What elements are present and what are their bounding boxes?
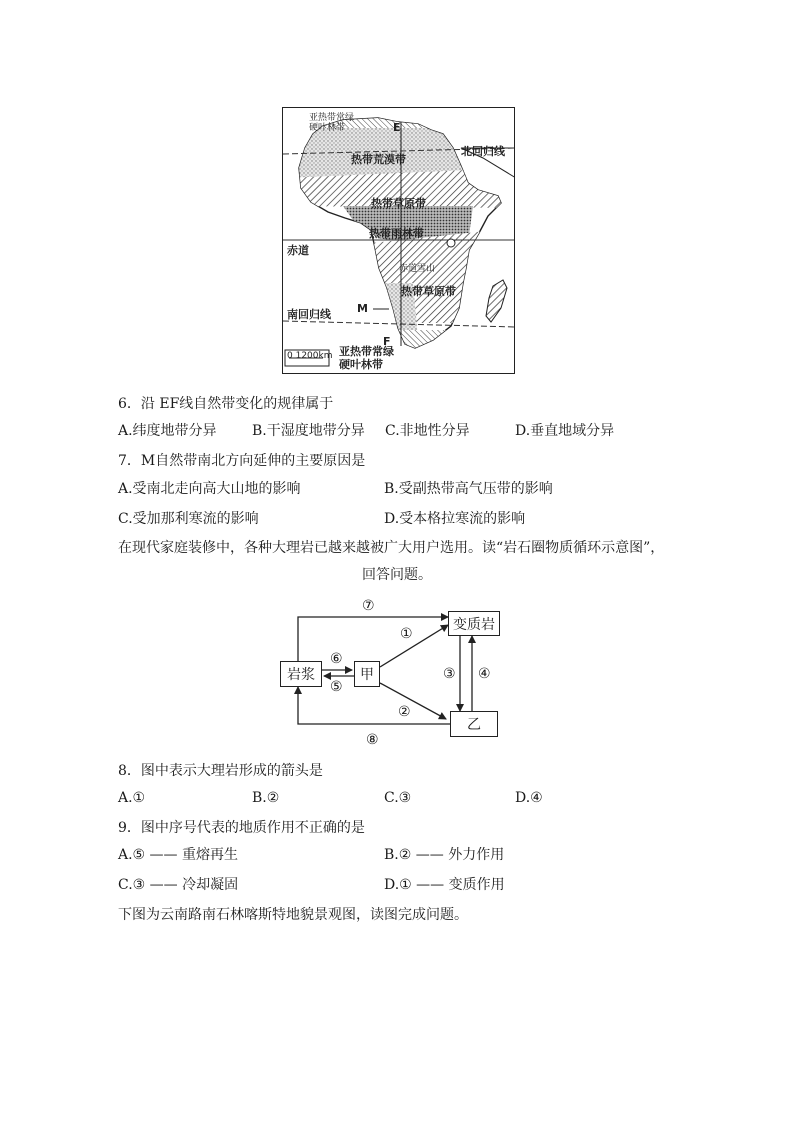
question-8-stem: 8．图中表示大理岩形成的箭头是	[118, 763, 323, 779]
question-8-option-d: D.④	[515, 790, 543, 806]
label-3: ③	[443, 666, 456, 682]
question-7-option-c: C.受加那利寒流的影响	[118, 511, 259, 527]
question-6-option-c: C.非地性分异	[385, 423, 470, 439]
mountain-marker	[447, 239, 455, 247]
map-label-cape-zone-1: 亚热带常绿	[339, 345, 394, 358]
yi-box: 乙	[450, 711, 498, 737]
label-8: ⑧	[366, 732, 379, 748]
arrow-1	[380, 625, 448, 667]
label-6: ⑥	[330, 651, 343, 667]
question-7-option-b: B.受副热带高气压带的影响	[384, 481, 553, 497]
map-label-tropic-of-capricorn: 南回归线	[287, 308, 331, 321]
map-label-savanna-north: 热带草原带	[371, 197, 426, 210]
map-label-point-m: M	[357, 302, 368, 315]
question-9-option-c: C.③ —— 冷却凝固	[118, 877, 239, 893]
question-7-stem: 7．M自然带南北方向延伸的主要原因是	[118, 453, 366, 469]
question-7-option-d: D.受本格拉寒流的影响	[384, 511, 526, 527]
karst-intro-text: 下图为云南路南石林喀斯特地貌景观图，读图完成问题。	[118, 907, 468, 923]
map-label-rainforest: 热带雨林带	[369, 227, 424, 240]
arrow-2	[380, 683, 446, 719]
rock-cycle-intro-line-2: 回答问题。	[362, 567, 432, 583]
metamorphic-rock-box: 变质岩	[448, 611, 500, 636]
map-label-med-zone-1: 亚热带常绿	[309, 113, 355, 123]
label-1: ①	[400, 626, 413, 642]
question-6-option-d: D.垂直地域分异	[515, 423, 615, 439]
jia-box: 甲	[354, 661, 380, 687]
question-6-option-b: B.干湿度地带分异	[252, 423, 365, 439]
madagascar-island	[486, 280, 507, 322]
question-6-stem: 6．沿 EF线自然带变化的规律属于	[118, 396, 334, 412]
map-label-med-zone-2: 硬叶林带	[309, 123, 346, 133]
question-9-option-d: D.① —— 变质作用	[384, 877, 505, 893]
question-7-option-a: A.受南北走向高大山地的影响	[118, 481, 301, 497]
label-7: ⑦	[362, 598, 375, 614]
map-label-cape-zone-2: 硬叶林带	[339, 358, 383, 371]
map-scale-label: 0 1200km	[287, 351, 333, 361]
map-label-point-e: E	[393, 121, 401, 134]
map-label-equator: 赤道	[287, 244, 309, 257]
question-9-option-a: A.⑤ —— 重熔再生	[118, 847, 239, 863]
question-8-option-a: A.①	[118, 790, 146, 806]
map-label-point-f: F	[383, 335, 391, 348]
africa-natural-zone-map	[282, 107, 515, 374]
question-8-option-b: B.②	[252, 790, 280, 806]
map-label-tropic-of-cancer: 北回归线	[461, 145, 505, 158]
map-label-mountain: 赤道雪山	[399, 264, 436, 274]
magma-box: 岩浆	[280, 661, 322, 687]
label-4: ④	[478, 666, 491, 682]
rock-cycle-intro-line-1: 在现代家庭装修中，各种大理岩已越来越被广大用户选用。读“岩石圈物质循环示意图”，	[118, 540, 665, 556]
question-8-option-c: C.③	[384, 790, 412, 806]
arrow-8	[298, 687, 450, 724]
question-9-option-b: B.② —— 外力作用	[384, 847, 505, 863]
question-9-stem: 9．图中序号代表的地质作用不正确的是	[118, 820, 365, 836]
rock-cycle-diagram	[270, 595, 540, 750]
question-6-option-a: A.纬度地带分异	[118, 423, 217, 439]
map-label-desert-zone: 热带荒漠带	[351, 153, 406, 166]
label-2: ②	[398, 704, 411, 720]
arrow-7	[298, 617, 448, 663]
map-label-savanna-south: 热带草原带	[401, 285, 456, 298]
label-5: ⑤	[330, 679, 343, 695]
